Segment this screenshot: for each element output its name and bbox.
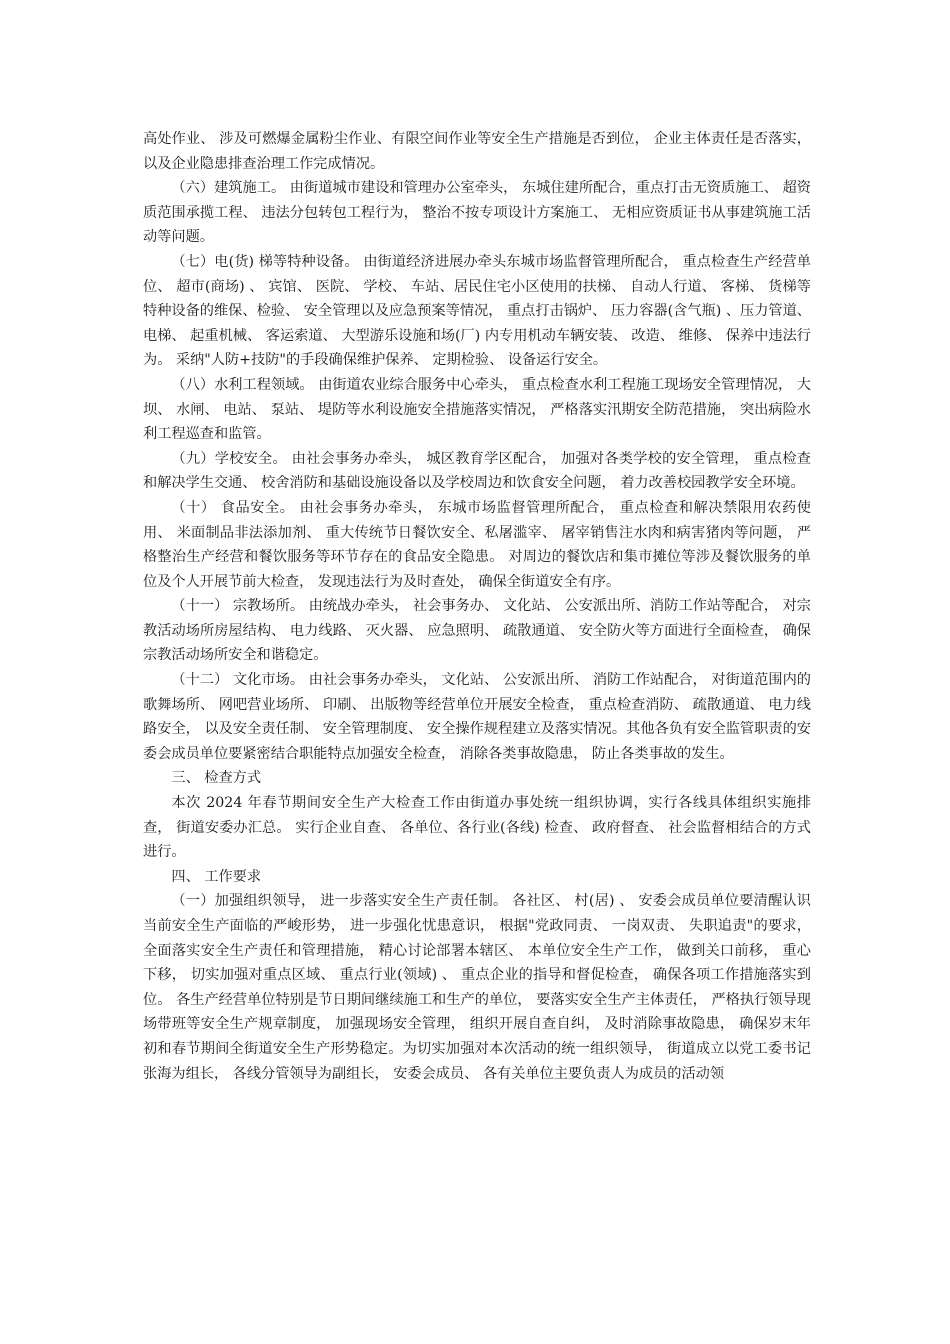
section-heading-3: 三、 检查方式 [171, 770, 262, 787]
paragraph-9: 本次 2024 年春节期间安全生产大检查工作由街道办事处统一组织协调，实行各线具体组织实施排查， 街道安委办汇总。 实行企业自查、 各单位、各行业(各线) 检查、 政府督查、 社会监督相结合的方式进行。 [143, 795, 811, 861]
paragraph-10: （一）加强组织领导， 进一步落实安全生产责任制。 各社区、 村(居) 、 安委会成员单位要清醒认识当前安全生产面临的严峻形势， 进一步强化忧患意识， 根据"党政同责、 一岗双责、 失职追责"的要求， 全面落实安全生产责任和管理措施， 精心讨论部署本辖区、 本单位安全生产工作， 做到关口前移， 重心下移， 切实加强对重点区域、 重点行业(领域) 、 重点企业的指导和督促检查， 确保各项工作措施落实到位。 各生产经营单位特别是节日期间继续施工和生产的单位， 要落实安全生产主体责任， 严格执行领导现场带班等安全生产规章制度， 加强现场安全管理， 组织开展自查自纠， 及时消除事故隐患， 确保岁末年初和春节期间全街道安全生产形势稳定。为切实加强对本次活动的统一组织领导， 街道成立以党工委书记张海为组长， 各线分管领导为副组长， 安委会成员、 各有关单位主要负责人为成员的活动领 [143, 893, 811, 1082]
paragraph-6: （十） 食品安全。 由社会事务办牵头， 东城市场监督管理所配合， 重点检查和解决禁限用农药使用、 米面制品非法添加剂、 重大传统节日餐饮安全、私屠滥宰、 屠宰销售注水肉和病害猪肉等问题， 严格整治生产经营和餐饮服务等环节存在的食品安全隐患。 对周边的餐饮店和集市摊位等涉及餐饮服务的单位及个人开展节前大检查， 发现违法行为及时查处， 确保全街道安全有序。 [143, 499, 811, 590]
paragraph-3: （七）电(货) 梯等特种设备。 由街道经济进展办牵头东城市场监督管理所配合， 重点检查生产经营单位、 超市(商场) 、 宾馆、 医院、 学校、 车站、居民住宅小区使用的扶梯、 自动人行道、 客梯、 货梯等特种设备的维保、检验、 安全管理以及应急预案等情况， 重点打击锅炉、 压力容器(含气瓶) 、压力管道、 电梯、 起重机械、 客运索道、 大型游乐设施和场(厂) 内专用机动车辆安装、 改造、 维修、 保养中违法行为。 采纳"人防+技防"的手段确保维护保养、 定期检验、 设备运行安全。 [143, 253, 811, 369]
section-heading-4: 四、 工作要求 [171, 868, 262, 885]
paragraph-4: （八）水利工程领域。 由街道农业综合服务中心牵头， 重点检查水利工程施工现场安全管理情况， 大坝、 水闸、 电站、 泵站、 堤防等水利设施安全措施落实情况， 严格落实汛期安全防范措施， 突出病险水利工程巡查和监管。 [143, 376, 811, 443]
paragraph-1: 高处作业、 涉及可燃爆金属粉尘作业、有限空间作业等安全生产措施是否到位， 企业主体责任是否落实， 以及企业隐患排查治理工作完成情况。 [143, 131, 811, 172]
paragraph-5: （九）学校安全。 由社会事务办牵头， 城区教育学区配合， 加强对各类学校的安全管理， 重点检查和解决学生交通、 校舍消防和基础设施设备以及学校周边和饮食安全问题， 着力改善校园教学安全环境。 [143, 450, 811, 492]
document-body [143, 127, 811, 1086]
paragraph-7: （十一） 宗教场所。 由统战办牵头， 社会事务办、 文化站、 公安派出所、消防工作站等配合， 对宗教活动场所房屋结构、 电力线路、 灭火器、 应急照明、 疏散通道、 安全防火等方面进行全面检查， 确保宗教活动场所安全和谐稳定。 [143, 598, 811, 664]
paragraph-2: （六）建筑施工。 由街道城市建设和管理办公室牵头， 东城住建所配合，重点打击无资质施工、 超资质范围承揽工程、 违法分包转包工程行为， 整治不按专项设计方案施工、 无相应资质证书从事建筑施工活动等问题。 [143, 180, 811, 246]
paragraph-8: （十二） 文化市场。 由社会事务办牵头， 文化站、 公安派出所、 消防工作站配合， 对街道范围内的歌舞场所、 网吧营业场所、 印刷、 出版物等经营单位开展安全检查， 重点检查消防、 疏散通道、 电力线路安全， 以及安全责任制、 安全管理制度、 安全操作规程建立及落实情况。其他各负有安全监管职责的安委会成员单位要紧密结合职能特点加强安全检查， 消除各类事故隐患， 防止各类事故的发生。 [143, 672, 811, 762]
